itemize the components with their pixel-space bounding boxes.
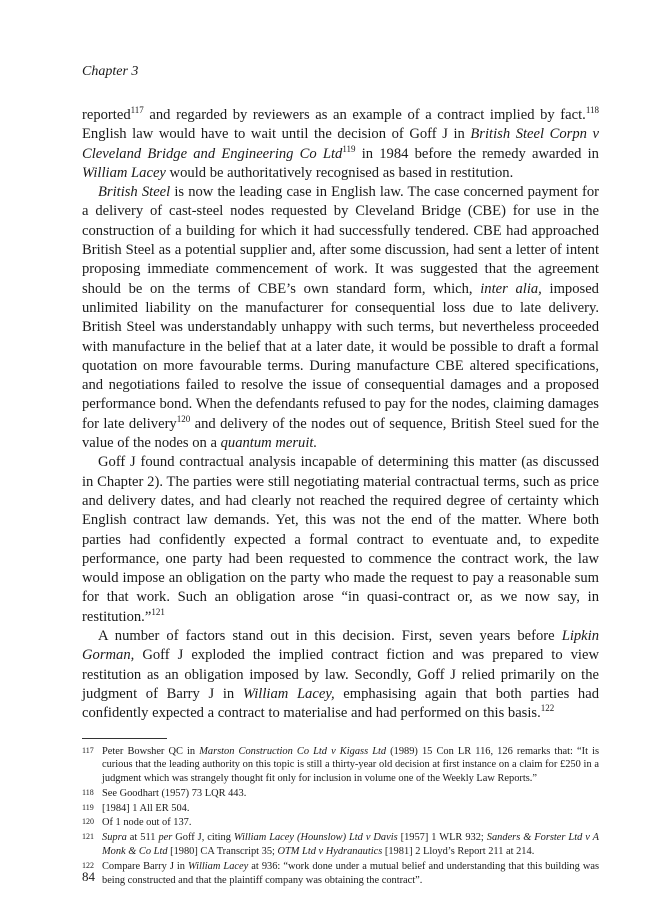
footnote-number: 117 xyxy=(82,745,94,755)
footnote-text xyxy=(102,831,599,859)
footnote-ref: 120 xyxy=(176,413,191,424)
italic-run: quantum meruit. xyxy=(220,435,318,452)
paragraph xyxy=(82,627,599,723)
text-run: English law would have to wait until the decision of Goff J in xyxy=(82,126,471,143)
footnote-ref: 118 xyxy=(585,105,599,115)
footnote xyxy=(82,745,599,786)
text-run: is now the leading case in English law. The case concerned payment for a delivery of cast-steel nodes requested by Cleveland Bridge (CBE) for use in the construction of a building for which it had successfully tendered. CBE had approached British Steel as a potential supplier and, after some discussion, had sent a letter of intent proposing immediate commencement of work. It was suggested that the agreement should be on the terms of CBE’s own standard form, which, xyxy=(82,184,599,297)
text-run: would be authoritatively recognised as based in restitution. xyxy=(165,164,514,181)
italic-run: William Lacey (Hounslow) Ltd v Davis xyxy=(233,832,398,844)
italic-run: Sanders & Forster Ltd v A Monk & Co Ltd xyxy=(102,832,599,858)
page-number: 84 xyxy=(82,869,95,884)
footnote-number: 120 xyxy=(82,817,94,827)
text-run: [1957] 1 WLR 932; xyxy=(397,832,487,844)
italic-run: British Steel xyxy=(98,184,171,201)
footnote-ref: 121 xyxy=(151,606,165,617)
footnote xyxy=(82,787,599,801)
text-run: and delivery of the nodes out of sequence, British Steel sued for the value of the nodes on a xyxy=(82,415,599,452)
text-run: [1981] 2 Lloyd’s Report 211 at 214. xyxy=(382,846,535,858)
footnote-number: 121 xyxy=(82,832,94,842)
footnotes xyxy=(82,745,599,888)
footnote xyxy=(82,831,599,859)
text-run: [1980] CA Transcript 35; xyxy=(167,846,278,858)
italic-run: OTM Ltd v Hydranautics xyxy=(277,846,383,858)
italic-run: Lipkin Gorman, xyxy=(82,628,599,664)
text-run: A number of factors stand out in this decision. First, seven years before xyxy=(98,628,562,645)
footnote-number: 122 xyxy=(82,860,94,870)
footnote-text xyxy=(102,802,599,816)
footnote xyxy=(82,816,599,830)
text-run: Goff J, citing xyxy=(172,832,234,844)
text-run: [1984] 1 All ER 504. xyxy=(102,802,190,814)
footnote-ref: 117 xyxy=(130,105,144,115)
text-run: at 511 xyxy=(126,832,159,844)
body-text xyxy=(82,106,599,724)
footnote xyxy=(82,860,599,888)
footnote-number: 118 xyxy=(82,787,94,797)
footnote-text xyxy=(102,860,599,888)
paragraph xyxy=(82,183,599,453)
italic-run: British Steel Corpn v Cleveland Bridge and Engineering Co Ltd xyxy=(82,126,599,162)
paragraph xyxy=(82,106,599,183)
page xyxy=(82,64,599,888)
footnote-text xyxy=(102,816,599,830)
footnote-rule xyxy=(82,738,167,739)
footnote-ref: 122 xyxy=(540,703,555,714)
text-run: and regarded by reviewers as an example of a contract implied by fact. xyxy=(143,107,586,123)
text-run: Of 1 node out of 137. xyxy=(102,817,192,829)
text-run: Compare Barry J in xyxy=(102,860,189,872)
text-run: reported xyxy=(82,107,131,123)
text-run: in 1984 before the remedy awarded in xyxy=(355,145,599,162)
italic-run: William Lacey, xyxy=(242,685,335,702)
italic-run: William Lacey xyxy=(82,164,166,181)
text-run: Goff J found contractual analysis incapable of determining this matter (as discussed in Chapter 2). The parties were still negotiating material contractual terms, such as price and delivery dates, and had clearly not reached the required degree of certainty which English contract law demands. Yet, this was not the end of the matter. Where both parties had confidently expected a formal contract to eventuate and, to expedite performance, one party had been requested to commence the contract work, the law would impose an obligation on the party who made the request to pay a reasonable sum for that work. Such an obligation arose “in quasi-contract or, as we now say, in restitution.” xyxy=(82,454,599,625)
italic-run: Marston Construction Co Ltd v Kigass Ltd xyxy=(199,745,387,757)
text-run: (1989) 15 Con LR 116, 126 remarks that: “It is curious that the leading authority on this topic is still a thirty-year old decision at first instance on a claim for £250 in a judgment which was strangely thought fit only for inclusion in volume one of the Weekly Law Reports.” xyxy=(102,745,599,785)
italic-run: William Lacey xyxy=(188,860,249,872)
text-run: emphasising again that both parties had confidently expected a contract to materialise and had performed on this basis. xyxy=(82,685,599,722)
text-run: Peter Bowsher QC in xyxy=(102,745,200,757)
footnote-number: 119 xyxy=(82,802,94,812)
italic-run: Supra xyxy=(102,832,127,844)
footnote xyxy=(82,802,599,816)
paragraph xyxy=(82,453,599,627)
running-head: Chapter 3 xyxy=(82,64,139,79)
text-run: Goff J exploded the implied contract fiction and was prepared to view restitution as an obligation imposed by law. Secondly, Goff J relied primarily on the judgment of Barry J in xyxy=(82,647,599,702)
footnote-ref: 119 xyxy=(342,143,356,154)
text-run: See Goodhart (1957) 73 LQR 443. xyxy=(102,787,247,799)
text-run: imposed unlimited liability on the manufacturer for consequential loss due to late delivery. British Steel was understandably unhappy with such terms, but nevertheless proceeded with manufacture in the belief that at a later date, it would be possible to draft a formal quotation on more favourable terms. During manufacture CBE altered specifications, and negotiations failed to resolve the issue of consequential damages and a proposed performance bond. When the defendants refused to pay for the nodes, claiming damages for late delivery xyxy=(82,280,599,432)
text-run: at 936: “work done under a mutual belief and understanding that this building was being constructed and that the plaintiff company was obtaining the contract”. xyxy=(102,860,599,886)
footnote-text xyxy=(102,787,599,801)
footnote-text xyxy=(102,745,599,786)
italic-run: per xyxy=(158,832,173,844)
italic-run: inter alia, xyxy=(480,280,542,297)
